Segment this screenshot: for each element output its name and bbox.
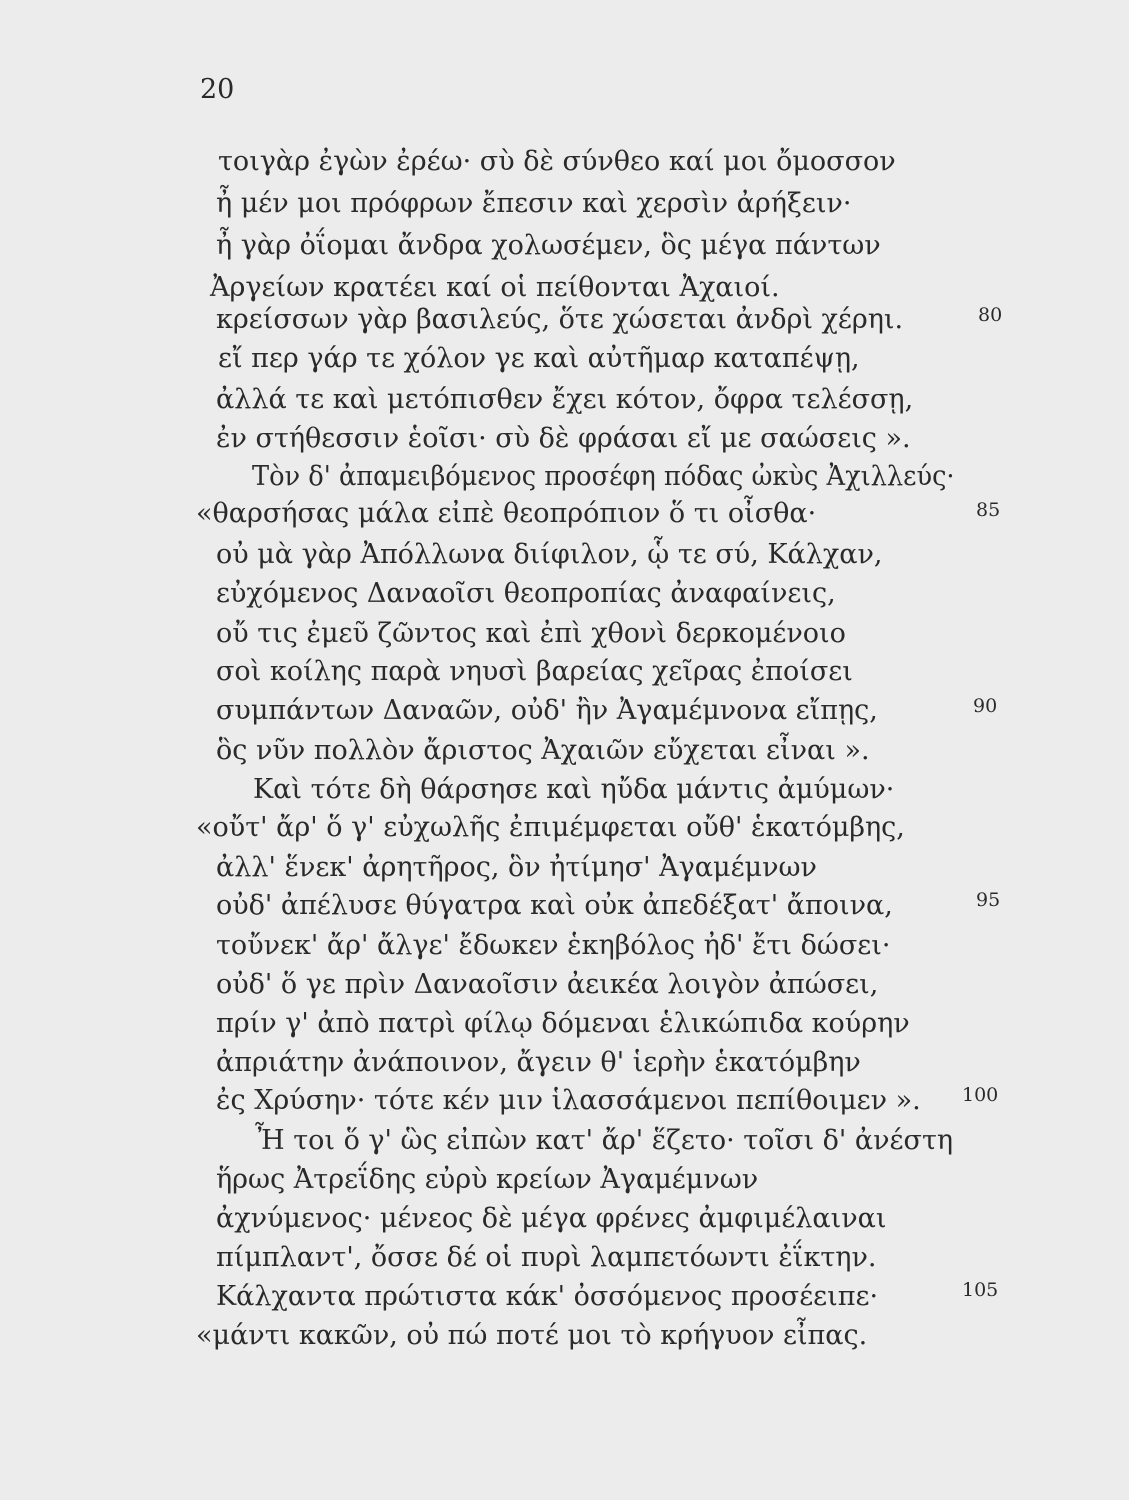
verse-line: ὃς νῦν πολλὸν ἄριστος Ἀχαιῶν εὔχεται εἶναι ». [216, 735, 870, 766]
verse-line: τοὔνεκ' ἄρ' ἄλγε' ἔδωκεν ἑκηβόλος ἠδ' ἔτι δώσει· [216, 930, 891, 961]
line-number-80: 80 [978, 304, 1003, 326]
verse-line: ἀλλ' ἕνεκ' ἀρητῆρος, ὃν ἠτίμησ' Ἀγαμέμνων [216, 852, 817, 883]
verse-line: οὐδ' ὅ γε πρὶν Δαναοῖσιν ἀεικέα λοιγὸν ἀπώσει, [216, 969, 879, 1000]
verse-line: ἐν στήθεσσιν ἑοῖσι· σὺ δὲ φράσαι εἴ με σαώσεις ». [216, 423, 911, 454]
verse-line: συμπάντων Δαναῶν, οὐδ' ἢν Ἀγαμέμνονα εἴπῃς, [216, 695, 878, 726]
line-number-100: 100 [962, 1084, 999, 1106]
verse-line: ἀλλά τε καὶ μετόπισθεν ἔχει κότον, ὄφρα τελέσσῃ, [216, 384, 914, 415]
verse-line: πρίν γ' ἀπὸ πατρὶ φίλῳ δόμεναι ἑλικώπιδα κούρην [216, 1008, 910, 1039]
verse-line: εἴ περ γάρ τε χόλον γε καὶ αὐτῆμαρ καταπέψῃ, [218, 343, 860, 374]
verse-line: Κάλχαντα πρώτιστα κάκ' ὀσσόμενος προσέειπε· [216, 1281, 879, 1312]
verse-line: οὔ τις ἐμεῦ ζῶντος καὶ ἐπὶ χθονὶ δερκομένοιο [216, 618, 846, 649]
verse-line: οὐ μὰ γὰρ Ἀπόλλωνα διίφιλον, ᾧ τε σύ, Κάλχαν, [216, 539, 883, 570]
verse-line: σοὶ κοίλης παρὰ νηυσὶ βαρείας χεῖρας ἐποίσει [216, 656, 853, 687]
verse-line: «οὔτ' ἄρ' ὅ γ' εὐχωλῆς ἐπιμέμφεται οὔθ' ἑκατόμβης, [196, 812, 905, 843]
verse-line: ἦ μέν μοι πρόφρων ἔπεσιν καὶ χερσὶν ἀρήξειν· [216, 188, 852, 219]
line-number-85: 85 [976, 499, 1001, 521]
verse-line: πίμπλαντ', ὄσσε δέ οἱ πυρὶ λαμπετόωντι ἐΐκτην. [216, 1242, 877, 1273]
verse-line: κρείσσων γὰρ βασιλεύς, ὅτε χώσεται ἀνδρὶ χέρηι. [216, 304, 904, 335]
verse-line: ἐς Χρύσην· τότε κέν μιν ἱλασσάμενοι πεπίθοιμεν ». [216, 1085, 921, 1116]
page-number: 20 [200, 74, 235, 105]
verse-line: Ἦ τοι ὅ γ' ὣς εἰπὼν κατ' ἄρ' ἕζετο· τοῖσι δ' ἀνέστη [255, 1125, 954, 1156]
line-number-90: 90 [973, 695, 998, 717]
line-number-95: 95 [976, 889, 1001, 911]
verse-line: ἥρως Ἀτρεΐδης εὐρὺ κρείων Ἀγαμέμνων [216, 1164, 759, 1195]
verse-line: τοιγὰρ ἐγὼν ἐρέω· σὺ δὲ σύνθεο καί μοι ὄμοσσον [218, 146, 896, 177]
verse-line: ἀπριάτην ἀνάποινον, ἄγειν θ' ἱερὴν ἑκατόμβην [216, 1047, 861, 1078]
verse-line: Τὸν δ' ἀπαμειβόμενος προσέφη πόδας ὠκὺς Ἀχιλλεύς· [252, 461, 955, 492]
verse-line: οὐδ' ἀπέλυσε θύγατρα καὶ οὐκ ἀπεδέξατ' ἄποινα, [216, 890, 893, 921]
verse-line: «θαρσήσας μάλα εἰπὲ θεοπρόπιον ὅ τι οἶσθα· [196, 498, 817, 529]
verse-line: «μάντι κακῶν, οὐ πώ ποτέ μοι τὸ κρήγυον εἶπας. [196, 1320, 868, 1351]
verse-line: Καὶ τότε δὴ θάρσησε καὶ ηὔδα μάντις ἀμύμων· [253, 774, 895, 805]
verse-line: ἦ γὰρ ὀΐομαι ἄνδρα χολωσέμεν, ὃς μέγα πάντων [216, 230, 881, 261]
line-number-105: 105 [962, 1279, 999, 1301]
verse-line: εὐχόμενος Δαναοῖσι θεοπροπίας ἀναφαίνεις, [216, 578, 836, 609]
verse-line: Ἀργείων κρατέει καί οἱ πείθονται Ἀχαιοί. [210, 272, 780, 303]
verse-line: ἀχνύμενος· μένεος δὲ μέγα φρένες ἀμφιμέλαιναι [216, 1203, 887, 1234]
